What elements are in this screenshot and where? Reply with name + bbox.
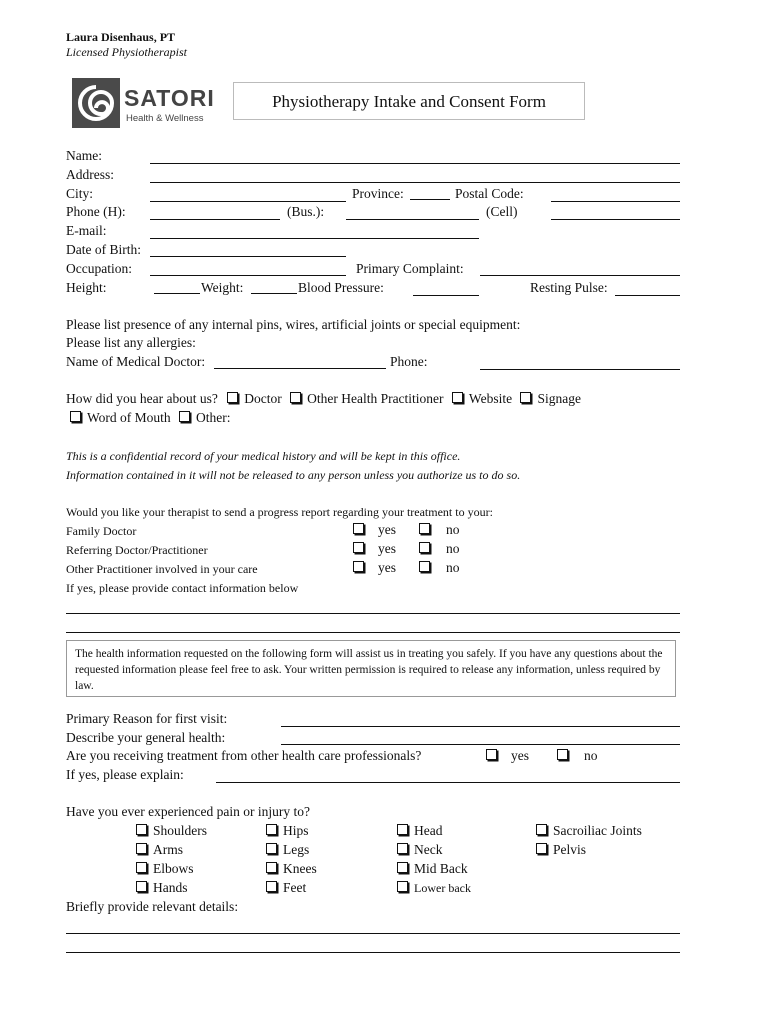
primary-complaint-field[interactable] bbox=[480, 275, 680, 276]
doctor-phone-label: Phone: bbox=[390, 354, 428, 369]
therapist-title: Licensed Physiotherapist bbox=[66, 45, 187, 59]
option-other-health-practitioner[interactable] bbox=[290, 391, 443, 406]
resting-pulse-field[interactable] bbox=[615, 295, 680, 296]
checkbox-icon[interactable] bbox=[452, 392, 463, 403]
logo-sub-text: Health & Wellness bbox=[126, 113, 204, 124]
doctor-field[interactable] bbox=[214, 368, 386, 369]
blood-pressure-field[interactable] bbox=[413, 295, 479, 296]
pain-head[interactable] bbox=[397, 823, 442, 839]
option-label: Sacroiliac Joints bbox=[553, 823, 642, 838]
treatment-yes[interactable] bbox=[486, 748, 529, 764]
checkbox-icon[interactable] bbox=[536, 824, 547, 835]
occupation-label: Occupation: bbox=[66, 261, 132, 276]
pins-question: Please list presence of any internal pins, wires, artificial joints or special equipment: bbox=[66, 317, 521, 332]
report-contact-note: If yes, please provide contact information below bbox=[66, 581, 299, 595]
option-label: Shoulders bbox=[153, 823, 207, 838]
address-field[interactable] bbox=[150, 182, 680, 183]
option-label: Other: bbox=[196, 410, 231, 425]
checkbox-icon[interactable] bbox=[136, 862, 147, 873]
checkbox-icon[interactable] bbox=[353, 523, 364, 534]
reason-field[interactable] bbox=[281, 726, 680, 727]
hear-options-row2 bbox=[70, 410, 231, 426]
logo-image bbox=[72, 78, 218, 128]
doctor-label: Name of Medical Doctor: bbox=[66, 354, 206, 369]
email-field[interactable] bbox=[150, 238, 479, 239]
details-field-1[interactable] bbox=[66, 933, 680, 934]
report-row-family-doctor-no[interactable] bbox=[419, 522, 460, 538]
report-question: Would you like your therapist to send a progress report regarding your treatment to your: bbox=[66, 505, 493, 519]
city-label: City: bbox=[66, 186, 94, 201]
height-label: Height: bbox=[66, 280, 107, 295]
option-label: Signage bbox=[537, 391, 581, 406]
checkbox-icon[interactable] bbox=[557, 749, 568, 760]
report-row-other-no[interactable] bbox=[419, 560, 460, 576]
pain-sacroiliac-joints[interactable] bbox=[536, 823, 642, 839]
pain-shoulders[interactable] bbox=[136, 823, 207, 839]
checkbox-icon[interactable] bbox=[419, 542, 430, 553]
resting-pulse-label: Resting Pulse: bbox=[530, 280, 608, 295]
contact-info-field-2[interactable] bbox=[66, 632, 680, 633]
option-label: Doctor bbox=[244, 391, 282, 406]
satori-logo bbox=[72, 78, 218, 128]
phone-home-field[interactable] bbox=[150, 219, 280, 220]
option-doctor[interactable] bbox=[227, 391, 282, 406]
option-other[interactable] bbox=[179, 410, 231, 425]
checkbox-icon[interactable] bbox=[353, 542, 364, 553]
yes-label: yes bbox=[378, 560, 396, 575]
report-row-referring-yes[interactable] bbox=[353, 541, 396, 557]
province-label: Province: bbox=[352, 186, 404, 201]
pain-mid-back[interactable] bbox=[397, 861, 468, 877]
report-row-other-yes[interactable] bbox=[353, 560, 396, 576]
report-row-label: Other Practitioner involved in your care bbox=[66, 562, 258, 576]
option-label: Lower back bbox=[414, 881, 471, 895]
checkbox-icon[interactable] bbox=[136, 824, 147, 835]
blood-pressure-label: Blood Pressure: bbox=[298, 280, 384, 295]
report-row-referring-no[interactable] bbox=[419, 541, 460, 557]
checkbox-icon[interactable] bbox=[397, 881, 408, 892]
checkbox-icon[interactable] bbox=[397, 862, 408, 873]
pain-arms[interactable] bbox=[136, 842, 183, 858]
pain-question: Have you ever experienced pain or injury to? bbox=[66, 804, 311, 819]
checkbox-icon[interactable] bbox=[486, 749, 497, 760]
explain-field[interactable] bbox=[216, 782, 680, 783]
postal-code-label: Postal Code: bbox=[455, 186, 524, 201]
primary-complaint-label: Primary Complaint: bbox=[356, 261, 464, 276]
height-field[interactable] bbox=[154, 293, 200, 294]
option-website[interactable] bbox=[452, 391, 512, 406]
pain-lower-back[interactable] bbox=[397, 881, 471, 895]
option-label: Other Health Practitioner bbox=[307, 391, 444, 406]
option-label: Head bbox=[414, 823, 443, 838]
explain-label: If yes, please explain: bbox=[66, 767, 184, 782]
option-label: Mid Back bbox=[414, 861, 468, 876]
general-health-label: Describe your general health: bbox=[66, 730, 226, 745]
no-label: no bbox=[446, 522, 460, 537]
pain-legs[interactable] bbox=[266, 842, 309, 858]
pain-pelvis[interactable] bbox=[536, 842, 586, 858]
checkbox-icon[interactable] bbox=[419, 561, 430, 572]
checkbox-icon[interactable] bbox=[266, 862, 277, 873]
doctor-phone-field[interactable] bbox=[480, 369, 680, 370]
option-label: Legs bbox=[283, 842, 310, 857]
checkbox-icon[interactable] bbox=[353, 561, 364, 572]
therapist-name: Laura Disenhaus, PT bbox=[66, 30, 176, 44]
weight-field[interactable] bbox=[251, 293, 297, 294]
phone-home-label: Phone (H): bbox=[66, 204, 126, 219]
option-label: Neck bbox=[414, 842, 443, 857]
option-label: Hands bbox=[153, 880, 188, 895]
no-label: no bbox=[584, 748, 598, 763]
option-word-of-mouth[interactable] bbox=[70, 410, 171, 425]
checkbox-icon[interactable] bbox=[70, 411, 81, 422]
option-label: Website bbox=[468, 391, 513, 406]
name-field[interactable] bbox=[150, 163, 680, 164]
yes-label: yes bbox=[378, 541, 396, 556]
checkbox-icon[interactable] bbox=[536, 843, 547, 854]
treatment-question: Are you receiving treatment from other health care professionals? bbox=[66, 748, 422, 763]
pain-neck[interactable] bbox=[397, 842, 442, 858]
contact-info-field-1[interactable] bbox=[66, 613, 680, 614]
report-row-label: Referring Doctor/Practitioner bbox=[66, 543, 208, 557]
province-field[interactable] bbox=[410, 199, 450, 200]
no-label: no bbox=[446, 541, 460, 556]
pain-knees[interactable] bbox=[266, 861, 317, 877]
form-title: Physiotherapy Intake and Consent Form bbox=[233, 82, 585, 120]
checkbox-icon[interactable] bbox=[397, 843, 408, 854]
pain-hands[interactable] bbox=[136, 880, 188, 896]
occupation-field[interactable] bbox=[150, 275, 346, 276]
checkbox-icon[interactable] bbox=[136, 843, 147, 854]
checkbox-icon[interactable] bbox=[179, 411, 190, 422]
checkbox-icon[interactable] bbox=[266, 843, 277, 854]
logo-main-text: SATORI bbox=[124, 85, 215, 111]
pain-hips[interactable] bbox=[266, 823, 309, 839]
phone-cell-field[interactable] bbox=[551, 219, 680, 220]
treatment-no[interactable] bbox=[557, 748, 598, 764]
checkbox-icon[interactable] bbox=[419, 523, 430, 534]
checkbox-icon[interactable] bbox=[290, 392, 301, 403]
yes-label: yes bbox=[378, 522, 396, 537]
report-row-family-doctor-yes[interactable] bbox=[353, 522, 396, 538]
checkbox-icon[interactable] bbox=[266, 824, 277, 835]
pain-elbows[interactable] bbox=[136, 861, 194, 877]
phone-bus-label: (Bus.): bbox=[287, 204, 325, 219]
details-label: Briefly provide relevant details: bbox=[66, 899, 239, 914]
phone-bus-field[interactable] bbox=[346, 219, 479, 220]
general-health-field[interactable] bbox=[281, 744, 680, 745]
hear-question bbox=[66, 391, 581, 407]
address-label: Address: bbox=[66, 167, 114, 182]
checkbox-icon[interactable] bbox=[266, 881, 277, 892]
option-label: Knees bbox=[283, 861, 317, 876]
details-field-2[interactable] bbox=[66, 952, 680, 953]
checkbox-icon[interactable] bbox=[136, 881, 147, 892]
report-row-label: Family Doctor bbox=[66, 524, 137, 538]
yes-label: yes bbox=[511, 748, 529, 763]
option-label: Pelvis bbox=[553, 842, 587, 857]
health-info-notice: The health information requested on the following form will assist us in treating you safely. If you have any questions about the requested information please feel free to ask. Your written permission is required to release any information, unless required by law. bbox=[66, 640, 676, 697]
email-label: E-mail: bbox=[66, 223, 107, 238]
confidential-line-2: Information contained in it will not be released to any person unless you authorize us to do so. bbox=[66, 468, 521, 482]
checkbox-icon[interactable] bbox=[227, 392, 238, 403]
option-label: Word of Mouth bbox=[87, 410, 171, 425]
option-label: Elbows bbox=[153, 861, 194, 876]
pain-feet[interactable] bbox=[266, 880, 306, 896]
postal-code-field[interactable] bbox=[551, 201, 680, 202]
reason-label: Primary Reason for first visit: bbox=[66, 711, 228, 726]
confidential-line-1: This is a confidential record of your medical history and will be kept in this office. bbox=[66, 449, 461, 463]
phone-cell-label: (Cell) bbox=[486, 204, 518, 219]
option-label: Feet bbox=[283, 880, 307, 895]
name-label: Name: bbox=[66, 148, 102, 163]
dob-label: Date of Birth: bbox=[66, 242, 141, 257]
weight-label: Weight: bbox=[201, 280, 244, 295]
no-label: no bbox=[446, 560, 460, 575]
hear-question-text: How did you hear about us? bbox=[66, 391, 218, 406]
option-label: Arms bbox=[153, 842, 183, 857]
checkbox-icon[interactable] bbox=[397, 824, 408, 835]
option-label: Hips bbox=[283, 823, 309, 838]
city-field[interactable] bbox=[150, 201, 346, 202]
checkbox-icon[interactable] bbox=[520, 392, 531, 403]
allergies-question: Please list any allergies: bbox=[66, 335, 196, 350]
dob-field[interactable] bbox=[150, 256, 346, 257]
option-signage[interactable] bbox=[520, 391, 581, 406]
